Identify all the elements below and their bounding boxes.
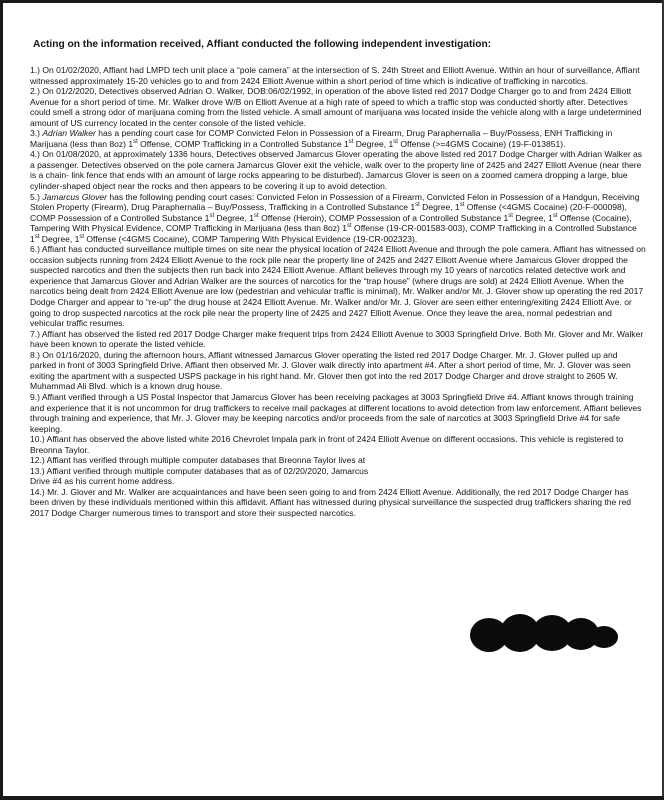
paragraph-2: 2.) On 01/2/2020, Detectives observed Adrian O. Walker, DOB:06/02/1992, in operation of the above listed red 2017 Dodge Charger go to and from 2424 Elliott Avenue for a short period of time. Mr. Walker drove W/B on Elliott Avenue at a high rate of speed to which a traffic stop was conducted shortly after. Detectives could smell a strong odor of marijuana coming from the listed vehicle. A small amount of marijuana was located inside the vehicle along with a large undetermined amount of US currency located in the center console of the listed vehicle. — [30, 86, 642, 128]
scan-border-left — [0, 0, 3, 800]
paragraph-4: 4.) On 01/08/2020, at approximately 1336 hours, Detectives observed Jamarcus Glover operating the above listed red 2017 Dodge Charger with Adrian Walker as a passenger. Detectives observed on the pole camera Jamarcus Glover exit the vehicle, walk over to the property line of 2425 and 2427 Elliott Avenue (near there is a chain- link fence that ends with an amount of large rocks appearing to be disturbed). Jamarcus Glover is seen on a zoomed camera dropping a large, blue cylinder-shaped object near the rocks and then appears to be covering it up to avoid detection. — [30, 149, 643, 192]
paragraph-9: 9.) Affiant verified through a US Postal Inspector that Jamarcus Glover has been receiving packages at 3003 Springfield Drive #4. Affiant knows through training and experience that it is not uncommon for drug traffickers to receive mail packages at different locations to avoid detection from law enforcement. Affiant believes through training and experience, that Mr. J. Glover may be keeping narcotics and/or proceeds from the sale of narcotics at 3003 Springfield Drive #4 for safe keeping. — [30, 391, 642, 434]
paragraph-5-subject: Jamarcus Glover — [42, 191, 107, 202]
paragraph-6: 6.) Affiant has conducted surveillance multiple times on site near the physical location of 2424 Elliott Avenue and through the pole camera. Affiant has witnessed on occasion subjects running from 2424 Elliott Avenue to the rock pile near the property line of 2425 and 2427 Elliott Avenue where Jamarcus Glover dropped the suspected narcotics and then the subjects then run back into 2424 Elliott Avenue. Affiant believes through my 10 years of narcotics related detective work and experience that Jamarcus Glover and Adrian Walker are the sources of narcotics for the “trap house” (where drugs are sold) at 2424 Elliott Avenue. When the narcotics being dealt from 2424 Elliott Avenue are low (pedestrian and vehicular traffic is minimal), Mr. Walker and/or Mr. J. Glover show up operating the red 2017 Dodge Charger and appear to “re-up” the drug house at 2424 Elliott Avenue. Mr. Walker and/or Mr. J. Glover are seen either entering/exiting 2424 Elliott Ave. or going to drop suspected narcotics at the rock pile near the property line of 2425 and 2427 Elliott Avenue. Once they leave the area, normal pedestrian and vehicular traffic resumes. — [30, 244, 646, 329]
paragraph-13-tail: Drive #4 as his current home address. — [30, 476, 175, 487]
paragraph-7: 7.) Affiant has observed the listed red 2017 Dodge Charger make frequent trips from 2424 Elliott Avenue to 3003 Springfield Drive. Both Mr. Glover and Mr. Walker have been known to operate the listed vehicle. — [30, 328, 644, 350]
paragraph-3-text: has a pending court case for COMP Convicted Felon in Possession of a Firearm, Drug Paraphernalia – Buy/Possess, ENH Trafficking in Marijuana (less than 8oz) 1st Offense, COMP Trafficking in a Controlled Substance 1st Degree, 1st Offense (>=4GMS Cocaine) (19-F-013851). — [30, 128, 613, 149]
paragraph-13 — [30, 466, 646, 487]
paragraph-5 — [30, 192, 646, 245]
paragraph-10: 10.) Affiant has observed the above listed white 2016 Chevrolet Impala park in front of 2424 Elliott Avenue on different occasions. This vehicle is registered to Breonna Taylor. — [30, 434, 624, 455]
scan-border-top — [0, 0, 664, 3]
paragraph-13-text: 13.) Affiant verified through multiple computer databases that as of 02/20/2020, Jamarcus — [30, 465, 369, 476]
paragraph-3-number: 3.) — [30, 128, 43, 139]
paragraph-5-text: has the following pending court cases: Convicted Felon in Possession of a Firearm, Convicted Felon in Possession of a Handgun, Receiving Stolen Property (Firearm), Drug Paraphernalia – Buy/Possess, Trafficking in a Controlled Substance 1st Degree, 1st Offense (<4GMS Cocaine) (20-F-000098), COMP Possession of a Controlled Substance 1st Degree, 1st Offense (Heroin), COMP Possession of a Controlled Substance 1st Degree, 1st Offense (Cocaine), Tampering With Physical Evidence, COMP Trafficking in Marijuana (less than 8oz) 1st Offense (19-CR-001583-003), COMP Trafficking in a Controlled Substance 1st Degree, 1st Offense (<4GMS Cocaine), COMP Tampering With Physical Evidence (19-CR-002323). — [30, 191, 640, 244]
paragraph-3-subject: Adrian Walker — [42, 128, 96, 139]
paragraph-14: 14.) Mr. J. Glover and Mr. Walker are acquaintances and have been seen going to and from 2424 Elliott Avenue. Additionally, the red 2017 Dodge Charger has been driven by these individuals mentioned within this affidavit. Affiant has witnessed during physical surveillance the suspected drug traffickers sharing the red 2017 Dodge Charger numerous times to transport and store their suspected narcotics. — [30, 486, 632, 518]
paragraph-8: 8.) On 01/16/2020, during the afternoon hours, Affiant witnessed Jamarcus Glover operating the listed red 2017 Dodge Charger. Mr. J. Glover pulled up and parked in front of 3003 Springfield Drive. Affiant then observed Mr. J. Glover walk directly into apartment #4. After a short period of time, Mr. J. Glover was seen exiting the apartment with a suspected USPS package in his right hand. Mr. Glover then got into the red 2017 Dodge Charger and drove straight to 2605 W. Muhammad Ali Blvd. which is a known drug house. — [30, 349, 631, 392]
paragraph-1: 1.) On 01/02/2020, Affiant had LMPD tech unit place a “pole camera” at the intersection of S. 24th Street and Elliott Avenue. Within an hour of surveillance, Affiant witnessed approximately 15-20 vehicles go to and from 2424 Elliott Avenue within a short period of time which is indicative of trafficking in narcotics. — [30, 65, 640, 86]
redaction-mark — [590, 626, 618, 648]
scan-border-bottom — [0, 796, 664, 800]
paragraph-3 — [30, 128, 646, 149]
investigation-heading: Acting on the information received, Affiant conducted the following independent investigation: — [33, 39, 492, 50]
paragraph-5-number: 5.) — [30, 191, 43, 202]
paragraph-12: 12.) Affiant has verified through multiple computer databases that Breonna Taylor lives at — [30, 455, 366, 466]
affidavit-page — [30, 38, 646, 519]
